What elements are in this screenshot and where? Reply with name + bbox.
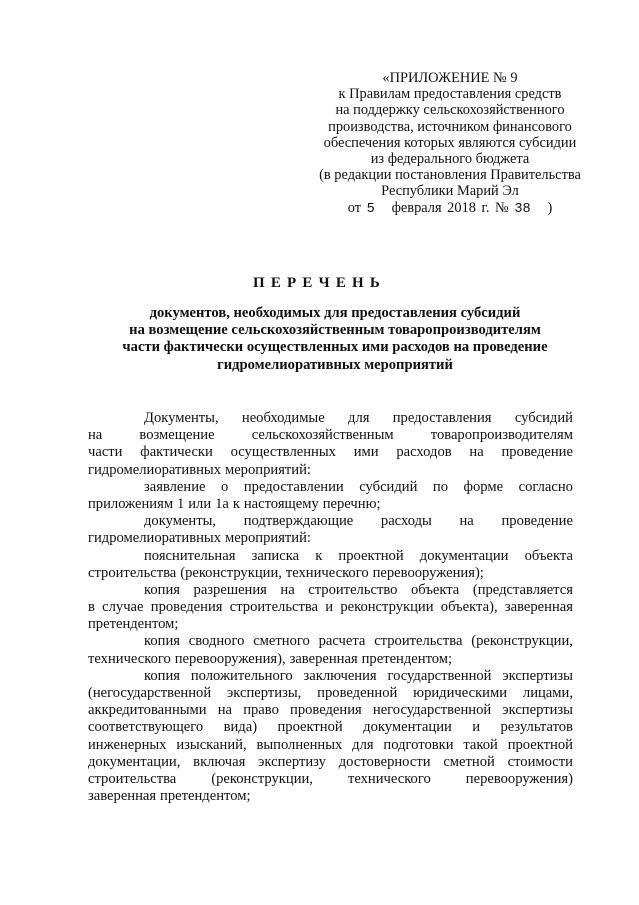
body-line [88,496,573,513]
body-word: экспертизы, [227,685,302,701]
body-word: расходы [380,513,432,530]
body-line [88,462,573,479]
body-line [88,599,573,616]
body-line [88,444,573,461]
body-word: приложениям [88,495,174,512]
appendix-line: к Правилам предоставления средств [338,86,562,103]
appendix-line: на поддержку сельскохозяйственного [335,102,565,119]
appendix-date-line [300,200,600,218]
body-word: форме [463,478,504,495]
body-word: строительства [374,633,463,650]
appendix-line: (в редакции постановления Правительства [319,167,581,184]
body-word: экспертизы [502,667,573,684]
body-word: необходимые [241,410,325,426]
body-word: достоверности [338,753,431,770]
body-word: фактически [140,444,213,461]
body-word: возмещение [139,427,215,444]
body-word: 1а [215,495,229,512]
date-day: 5 [366,201,375,217]
body-line [88,633,573,650]
body-word: или [188,495,212,512]
appendix-line: из федерального бюджета [370,151,530,168]
body-word: технического [88,650,171,667]
body-word: выполненных [256,736,343,753]
body-word: расчета [318,633,366,650]
appendix-title: «ПРИЛОЖЕНИЕ № 9 [382,70,518,86]
body-word: копия [144,667,180,684]
body-word: и [325,599,334,616]
body-word: претендентом; [88,616,179,633]
body-line [88,548,573,565]
body-word: проведения [150,599,223,616]
body-word: сельскохозяйственным [251,427,394,444]
body-word: Документы, [144,410,219,426]
body-word: проведение [501,513,573,530]
body-word: подтверждающие [243,513,354,530]
body-word: расходов [396,444,452,461]
body-word: такой [463,736,498,753]
body-word: субсидий [514,410,573,426]
body-word: на [469,444,484,461]
body-word: по [432,478,449,495]
body-word: инженерных [88,736,167,753]
body-word: (представляется [472,581,573,598]
appendix-header [300,70,600,218]
body-line [88,565,573,582]
body-word: (реконструкции, [471,633,573,650]
body-word: вида) [223,719,258,736]
appendix-line: производства, источником финансового [328,118,572,135]
body-word: о [221,478,229,495]
body-word: перечню; [322,495,381,512]
date-month-year: февраля 2018 г. № [391,199,509,216]
body-word: (реконструкции, [180,564,282,581]
body-line [88,668,573,685]
body-word: 1 [177,495,185,512]
body-word: включая [193,753,246,770]
body-word: государственной [387,667,492,684]
document-subtitle [100,305,570,374]
body-word: положительного [190,667,293,684]
body-word: претендентом; [361,650,453,667]
body-word: заявление [144,478,206,495]
body-word: проектной [277,719,343,736]
body-word: случае [102,599,144,616]
body-line [88,410,573,427]
body-line [88,479,573,496]
body-word: перевооружения), [174,650,286,667]
body-word: объекта [524,547,573,564]
body-word: копия [144,633,180,650]
body-word: перевооружения); [372,564,484,581]
body-word: строительство [308,581,398,598]
body-word: предоставления [392,410,492,426]
body-word: соответствующего [88,719,204,736]
body-line [88,719,573,736]
body-word: мероприятий: [224,461,311,478]
body-line [88,788,573,805]
subtitle-line: гидромелиоративных мероприятий [217,356,453,373]
body-word: части [88,444,123,461]
body-word: документы, [144,513,217,530]
body-line [88,582,573,599]
subtitle-line: документов, необходимых для предоставления субсидий [149,305,521,321]
body-word: сводного [188,633,245,650]
body-word: товаропроизводителям [430,427,573,444]
body-word: согласно [518,478,573,495]
body-word: перевооружения) [465,770,573,787]
body-word: юридическими [413,685,508,701]
subtitle-line: на возмещение сельскохозяйственным товаропроизводителям [129,322,541,339]
body-word: к [232,495,240,512]
body-word: заверенная [88,788,157,805]
body-word: проектной [507,736,573,753]
body-word: право [243,702,279,719]
body-word: субсидий [359,478,418,495]
body-word: строительства [88,770,177,787]
body-word: копия [144,581,180,598]
body-word: подготовки [383,736,454,753]
body-word: претендентом; [160,788,251,805]
body-word: сметного [253,633,310,650]
body-line [88,771,573,788]
body-word: разрешения [193,581,267,598]
body-word: стоимости [507,753,573,770]
body-word: проведенной [317,685,398,701]
body-word: изысканий, [176,736,247,753]
body-word: заверенная [504,599,573,616]
body-word: реконструкции [340,599,434,616]
body-line [88,427,573,444]
body-word: и [472,719,481,736]
body-word: предоставлении [243,478,344,495]
body-word: осуществленных [230,444,336,461]
body-word: аккредитованными [88,702,207,719]
body-line [88,513,573,530]
body-word: настоящему [243,495,319,512]
date-suffix: ) [547,199,553,216]
body-word: заверенная [289,650,358,667]
body-line [88,754,573,771]
body-word: экспертизу [258,753,326,770]
body-word: ими [353,444,379,461]
body-word: документации [419,547,509,564]
resolution-number: 38 [514,201,531,217]
body-word: мероприятий: [224,530,311,547]
body-line [88,702,573,719]
body-word: заключения [303,667,377,684]
document-body [88,410,573,805]
body-word: на [280,581,295,598]
body-line [88,616,573,633]
body-word: записка [251,547,300,564]
body-word: результатов [500,719,573,736]
body-line [88,651,573,668]
body-word: технического [285,564,369,581]
appendix-line: Республики Марий Эл [381,183,519,200]
body-word: экспертизы [502,702,573,719]
body-word: (реконструкции, [211,770,313,787]
body-line [88,737,573,754]
body-word: (негосударственной [88,685,212,701]
body-word: для [348,410,370,426]
body-word: на [88,427,103,444]
body-word: технического [347,770,431,787]
body-line [88,530,573,547]
body-word: на [459,513,474,530]
body-word: объекта), [440,599,498,616]
body-word: гидромелиоративных [88,530,222,547]
date-prefix: от [347,199,361,216]
body-line [88,685,573,702]
body-word: сметной [443,753,495,770]
body-word: пояснительная [144,547,236,564]
body-word: строительства [88,564,177,581]
appendix-line: обеспечения которых являются субсидии [323,134,577,151]
body-word: на [217,702,233,719]
body-word: к [315,547,323,564]
subtitle-line: части фактически осуществленных ими расходов на проведение [122,339,548,356]
body-word: в [88,599,95,616]
body-word: лицами, [522,685,573,701]
body-word: проектной [338,547,404,564]
body-word: для [352,736,374,753]
body-word: негосударственной [372,702,492,719]
body-word: документации, [88,753,181,770]
body-word: проведение [501,444,573,461]
body-word: строительства [229,599,319,616]
document-title: ПЕРЕЧЕНЬ [252,275,387,291]
body-word: документации [363,719,452,736]
body-word: объекта [410,581,460,598]
body-word: гидромелиоративных [88,461,222,478]
body-word: проведения [290,702,362,719]
